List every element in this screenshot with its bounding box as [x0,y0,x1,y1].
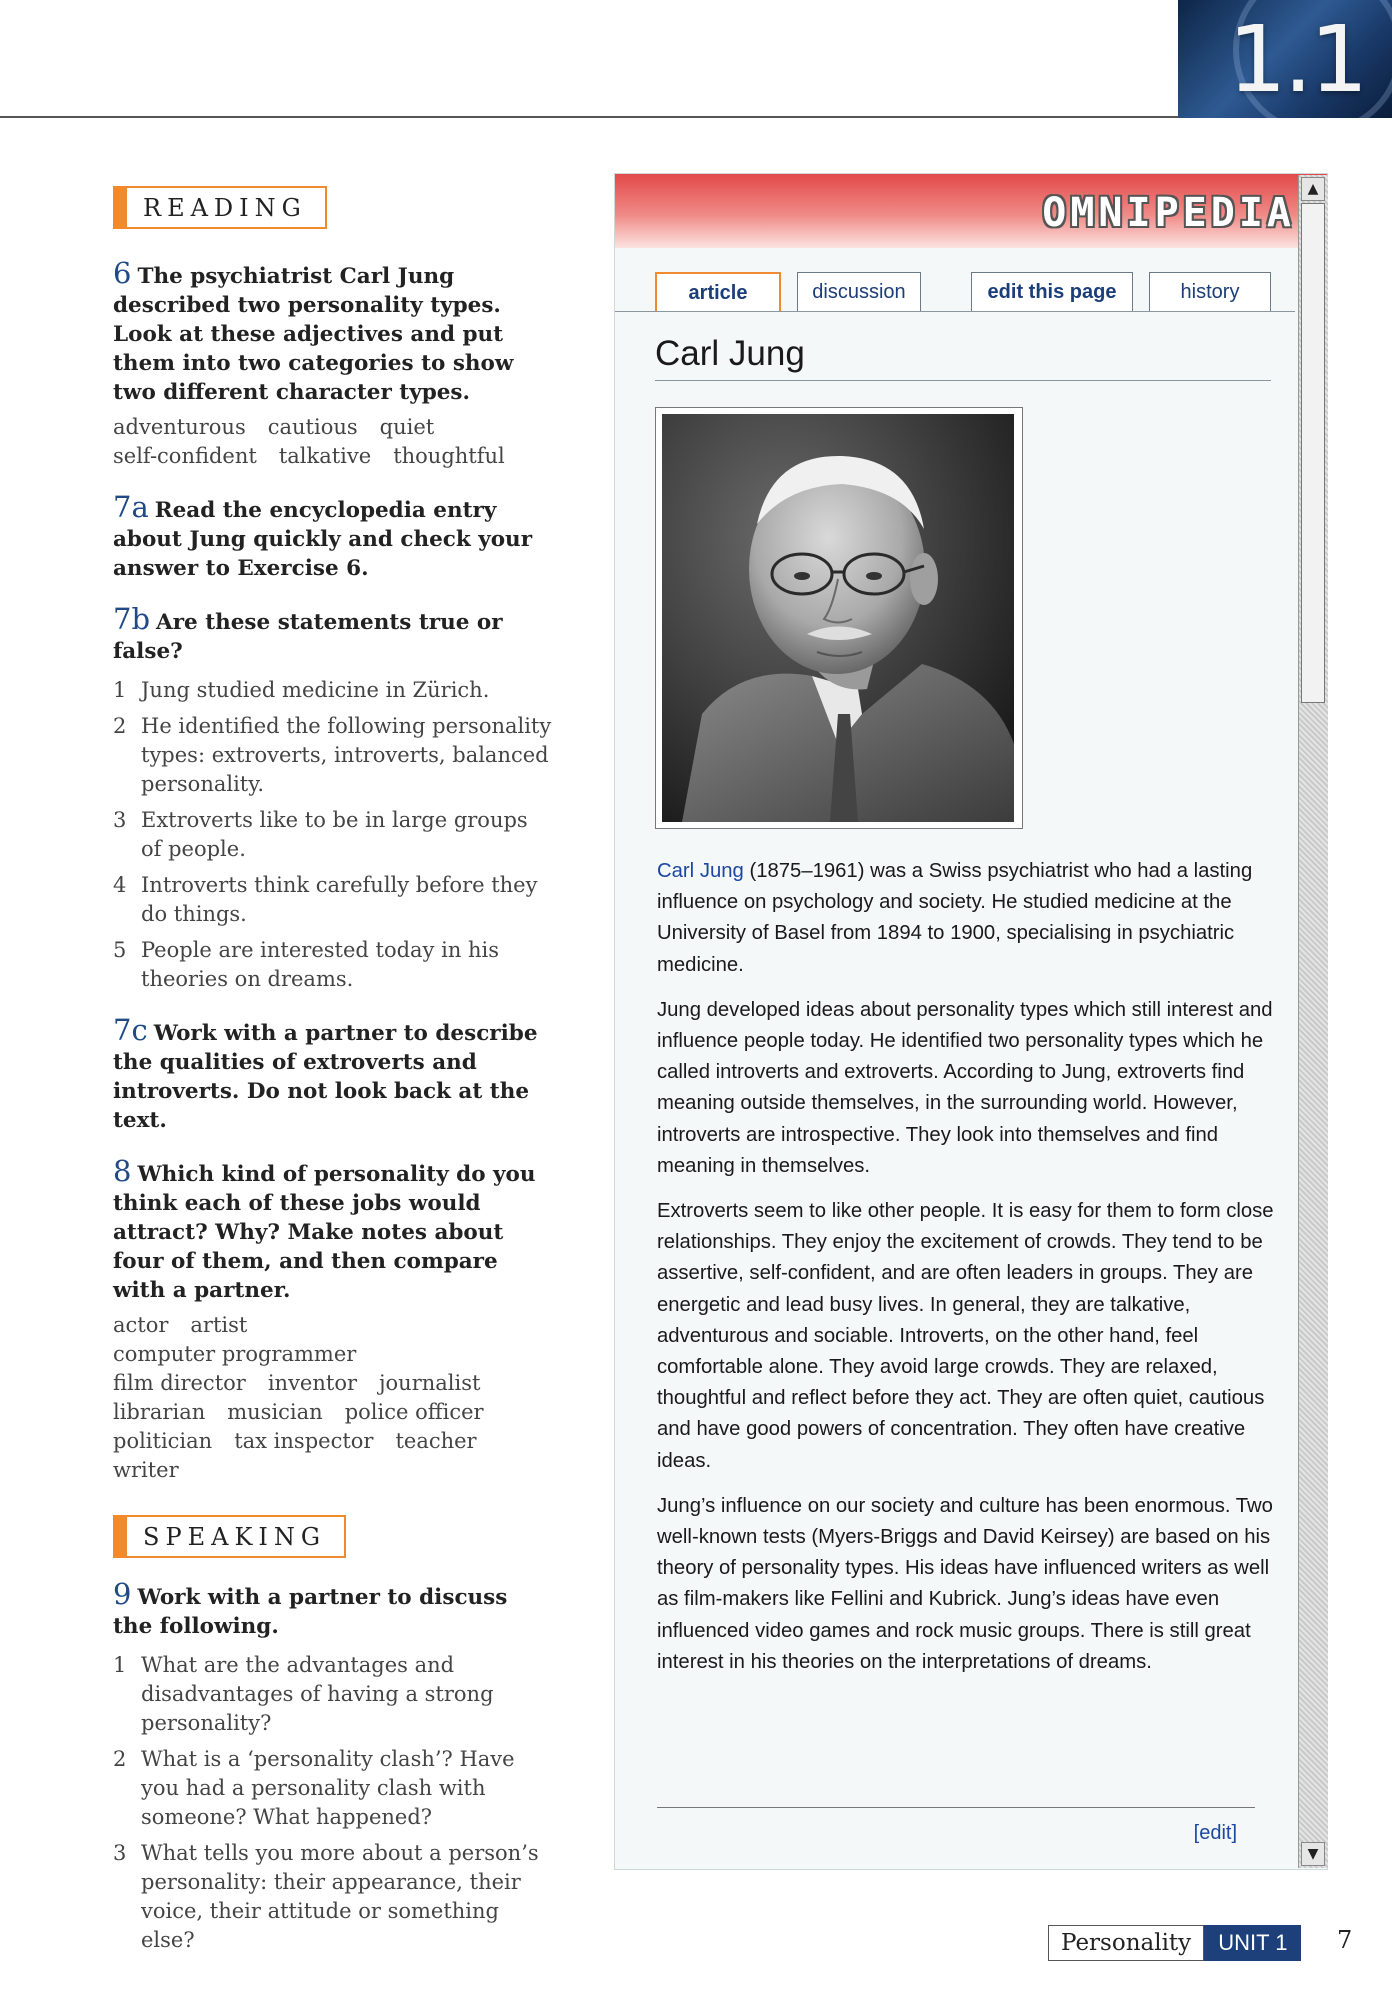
tab-article[interactable]: article [655,272,781,312]
word: politician [113,1429,213,1453]
word: teacher [395,1429,477,1453]
word: police officer [344,1400,484,1424]
word: artist [190,1313,248,1337]
scroll-down-arrow-icon[interactable]: ▼ [1301,1842,1325,1866]
portrait-photo [662,414,1014,822]
tabs-divider [615,311,1295,312]
scrollbar-thumb[interactable] [1301,203,1325,703]
portrait-frame [655,407,1023,829]
page-footer [1048,1925,1301,1961]
discussion-list [113,1651,553,1955]
reading-heading: READING [113,186,327,229]
exercise-7a [113,490,553,583]
exercise-number: 9 [113,1577,132,1611]
vertical-scrollbar[interactable] [1298,175,1328,1868]
article-paragraph: Extroverts seem to like other people. It is easy for them to form close relationships. They enjoy the excitement of crowds. They tend to be assertive, self-confident, and are often leaders in groups. They are energetic and lead busy lives. In general, they are talkative, adventurous and sociable. Introverts, on the other hand, feel comfortable alone. They avoid large crowds. They are relaxed, thoughtful and reflect before they act. They are often quiet, cautious and have good powers of concentration. They often have creative ideas. [657,1200,1274,1472]
adjective-list [113,413,533,471]
word: tax inspector [234,1429,374,1453]
page-title: Carl Jung [655,334,805,373]
word: adventurous [113,415,246,439]
word: thoughtful [393,444,505,468]
list-item: 4 Introverts think carefully before they do things. [113,873,538,926]
list-item: 1 Jung studied medicine in Zürich. [113,678,490,702]
exercise-7b [113,602,553,666]
page-number: 7 [1337,1926,1353,1954]
exercise-number: 6 [113,256,132,290]
title-divider [655,380,1271,381]
top-rule [0,116,1178,118]
exercise-instruction: Which kind of personality do you think each of these jobs would attract? Why? Make notes about four of them, and then compare with a partner. [113,1162,536,1303]
list-item: 3 What tells you more about a person’s personality: their appearance, their voice, their attitude or something else? [113,1841,539,1952]
unit-badge [1178,0,1392,118]
article-paragraph [657,856,1277,981]
encyclopedia-logo: OMNIPEDIA [1042,190,1295,236]
exercise-6 [113,256,553,407]
paragraph-text: (1875–1961) was a Swiss psychiatrist who had a lasting influence on psychology and society. He studied medicine at the University of Basel from 1894 to 1900, specialising in psychiatric medicine. [657,860,1253,976]
word: quiet [379,415,435,439]
exercise-number: 7c [113,1013,148,1047]
scroll-up-arrow-icon[interactable]: ▲ [1301,177,1325,201]
edit-link[interactable]: [edit] [1193,1822,1237,1844]
exercise-8 [113,1154,553,1305]
word: self-confident [113,444,257,468]
exercise-number: 7a [113,490,149,524]
exercise-number: 8 [113,1154,132,1188]
exercise-instruction: Are these statements true or false? [113,610,503,664]
article-paragraph: Jung developed ideas about personality types which still interest and influence people today. He identified two personality types which he called introverts and extroverts. According to Jung, extroverts find meaning outside themselves, in the surrounding world. However, introverts are introspective. They look into themselves and find meaning in themselves. [657,998,1273,1177]
tab-edit-this-page[interactable]: edit this page [971,272,1133,312]
word: computer programmer [113,1342,357,1366]
exercise-instruction: Work with a partner to discuss the following. [113,1585,508,1639]
list-item: 2 What is a ‘personality clash’? Have you had a personality clash with someone? What happened? [113,1747,515,1829]
word: musician [227,1400,323,1424]
speaking-heading: SPEAKING [113,1515,346,1558]
article-end-divider [657,1807,1255,1808]
job-list [113,1311,533,1485]
word: talkative [278,444,372,468]
exercise-9 [113,1577,553,1641]
word: actor [113,1313,169,1337]
word: librarian [113,1400,206,1424]
exercise-instruction: Read the encyclopedia entry about Jung quickly and check your answer to Exercise 6. [113,498,533,581]
encyclopedia-banner [615,174,1328,248]
encyclopedia-window [614,173,1328,1870]
word: film director [113,1371,246,1395]
word: journalist [379,1371,481,1395]
exercise-number: 7b [113,602,151,636]
exercise-instruction: Work with a partner to describe the qualities of extroverts and introverts. Do not look back at the text. [113,1021,538,1133]
word: cautious [267,415,358,439]
unit-badge-number: 1.1 [1228,6,1366,113]
list-item: 5 People are interested today in his theories on dreams. [113,938,500,991]
word: writer [113,1458,179,1482]
statement-list [113,676,553,994]
tab-discussion[interactable]: discussion [797,272,921,312]
subject-link[interactable]: Carl Jung [657,860,744,882]
exercise-column [113,186,553,1962]
tab-history[interactable]: history [1149,272,1271,312]
list-item: 1 What are the advantages and disadvantages of having a strong personality? [113,1653,494,1735]
article-body [657,856,1277,1692]
word: inventor [267,1371,358,1395]
footer-unit: UNIT 1 [1204,1925,1301,1961]
exercise-instruction: The psychiatrist Carl Jung described two personality types. Look at these adjectives and put them into two categories to show two different character types. [113,264,514,405]
footer-topic: Personality [1048,1925,1204,1961]
list-item: 2 He identified the following personality types: extroverts, introverts, balanced personality. [113,714,552,796]
page-tabs [655,272,1295,312]
article-paragraph: Jung’s influence on our society and culture has been enormous. Two well-known tests (Myers-Briggs and David Keirsey) are based on his theory of personality types. His ideas have influenced writers as well as film-makers like Fellini and Kubrick. Jung’s ideas have even influenced video games and rock music groups. There is still great interest in his theories on the interpretations of dreams. [657,1494,1273,1673]
list-item: 3 Extroverts like to be in large groups of people. [113,808,528,861]
exercise-7c [113,1013,553,1135]
